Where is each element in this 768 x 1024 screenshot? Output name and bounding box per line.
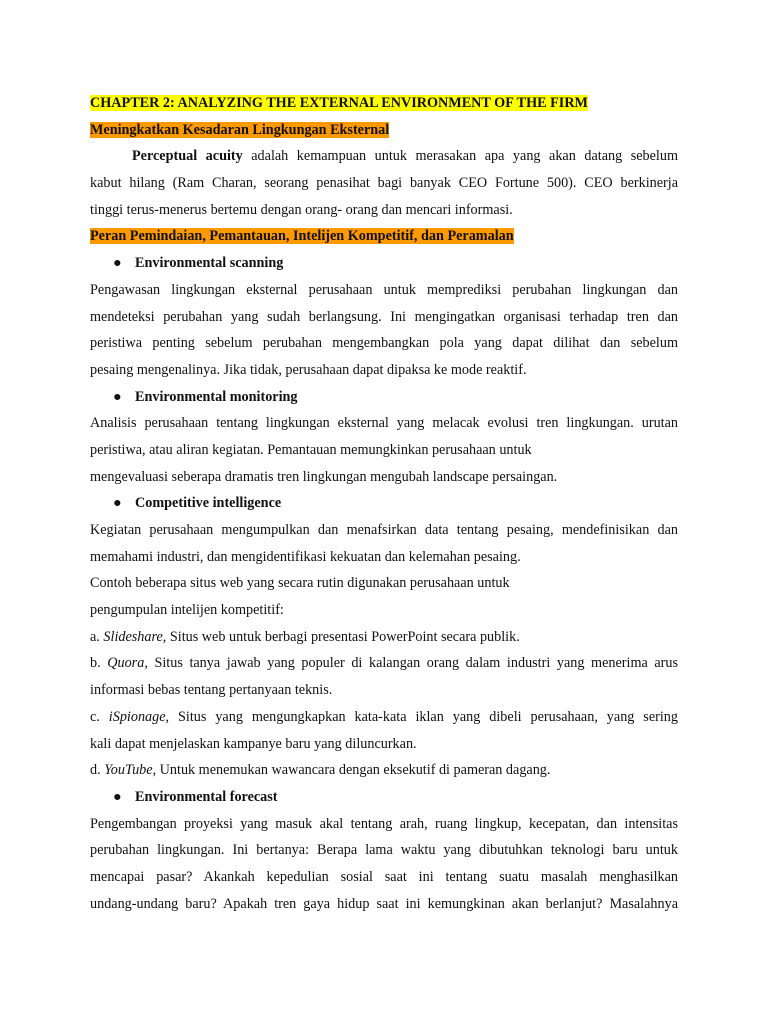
- list-item-continuation: kali dapat menjelaskan kampanye baru yang diluncurkan.: [90, 735, 417, 752]
- chapter-title: CHAPTER 2: ANALYZING THE EXTERNAL ENVIRONMENT OF THE FIRM: [90, 95, 588, 111]
- chapter-title-line: [90, 90, 678, 117]
- bullet-icon: ●: [113, 788, 122, 805]
- site-name-quora: Quora: [107, 655, 145, 672]
- paragraph-line: Contoh beberapa situs web yang secara rutin digunakan perusahaan untuk: [90, 575, 510, 592]
- paragraph-line: Analisis perusahaan tentang lingkungan eksternal yang melacak evolusi tren lingkungan. urutan: [90, 415, 678, 432]
- bullet-icon: ●: [113, 388, 122, 405]
- bullet-item: [90, 384, 678, 411]
- list-item: [90, 650, 678, 677]
- bullet-item: [90, 250, 678, 277]
- list-item-text: , Situs yang mengungkapkan kata-kata iklan yang dibeli perusahaan, yang sering: [165, 708, 678, 725]
- term-perceptual-acuity: Perceptual acuity: [132, 148, 243, 165]
- bullet-title-intelligence: Competitive intelligence: [135, 495, 282, 512]
- bullet-title-scanning: Environmental scanning: [135, 255, 284, 272]
- list-item-prefix: b.: [90, 655, 108, 672]
- list-item-continuation: informasi bebas tentang pertanyaan teknis.: [90, 682, 333, 699]
- bullet-title-forecast: Environmental forecast: [135, 788, 278, 805]
- section-heading-line: [90, 117, 678, 144]
- paragraph-line: pengumpulan intelijen kompetitif:: [90, 602, 284, 619]
- paragraph-line: mencapai pasar? Akankah kepedulian sosial saat ini tentang suatu masalah menghasilkan: [90, 868, 678, 885]
- section-heading-roles: Peran Pemindaian, Pemantauan, Intelijen Kompetitif, dan Peramalan: [90, 228, 514, 245]
- bullet-icon: ●: [113, 495, 122, 512]
- paragraph-line: tinggi terus-menerus bertemu dengan orang- orang dan mencari informasi.: [90, 201, 513, 218]
- list-item-prefix: c.: [90, 708, 109, 725]
- list-item-text: , Untuk menemukan wawancara dengan eksekutif di pameran dagang.: [152, 762, 551, 779]
- paragraph-line: [90, 143, 678, 170]
- bullet-item: [90, 784, 678, 811]
- list-item-prefix: a.: [90, 628, 104, 645]
- paragraph-line: Pengembangan proyeksi yang masuk akal tentang arah, ruang lingkup, kecepatan, dan intensitas: [90, 815, 678, 832]
- paragraph-line: perubahan lingkungan. Ini bertanya: Berapa lama waktu yang dibutuhkan teknologi baru untuk: [90, 842, 678, 859]
- paragraph-line: peristiwa penting sebelum perubahan mengembangkan pola yang dapat dilihat dan sebelum: [90, 335, 678, 352]
- paragraph-text: adalah kemampuan untuk merasakan apa yang akan datang sebelum: [242, 148, 678, 165]
- section-heading-awareness: Meningkatkan Kesadaran Lingkungan Eksternal: [90, 121, 390, 138]
- bullet-icon: ●: [113, 255, 122, 272]
- bullet-title-monitoring: Environmental monitoring: [135, 388, 298, 405]
- paragraph-line: mengevaluasi seberapa dramatis tren lingkungan mengubah landscape persaingan.: [90, 468, 558, 485]
- bullet-item: [90, 490, 678, 517]
- paragraph-line: Kegiatan perusahaan mengumpulkan dan menafsirkan data tentang pesaing, mendefinisikan dan: [90, 522, 678, 538]
- site-name-youtube: YouTube: [104, 762, 153, 779]
- paragraph-line: Pengawasan lingkungan eksternal perusahaan untuk memprediksi perubahan lingkungan dan: [90, 281, 678, 298]
- site-name-ispionage: iSpionage: [108, 708, 166, 725]
- list-item-prefix: d.: [90, 762, 105, 779]
- paragraph-line: memahami industri, dan mengidentifikasi kekuatan dan kelemahan pesaing.: [90, 548, 521, 565]
- paragraph-line: peristiwa, atau aliran kegiatan. Pemantauan memungkinkan perusahaan untuk: [90, 441, 532, 458]
- site-name-slideshare: Slideshare: [103, 628, 163, 645]
- paragraph-line: undang-undang baru? Apakah tren gaya hidup saat ini kemungkinan akan berlanjut? Masalahnya: [90, 895, 678, 912]
- section-heading-line: [90, 223, 678, 250]
- paragraph-line: kabut hilang (Ram Charan, seorang penasihat bagi banyak CEO Fortune 500). CEO berkinerja: [90, 175, 678, 192]
- paragraph-line: mendeteksi perubahan yang sudah berlangsung. Ini mengingatkan organisasi terhadap tren dan: [90, 308, 678, 325]
- paragraph-line: pesaing mengenalinya. Jika tidak, perusahaan dapat dipaksa ke mode reaktif.: [90, 361, 527, 378]
- list-item: [90, 624, 678, 651]
- list-item: [90, 704, 678, 731]
- list-item-text: , Situs tanya jawab yang populer di kalangan orang dalam industri yang menerima arus: [144, 655, 679, 672]
- list-item: [90, 757, 678, 784]
- list-item-text: , Situs web untuk berbagi presentasi PowerPoint secara publik.: [162, 628, 520, 645]
